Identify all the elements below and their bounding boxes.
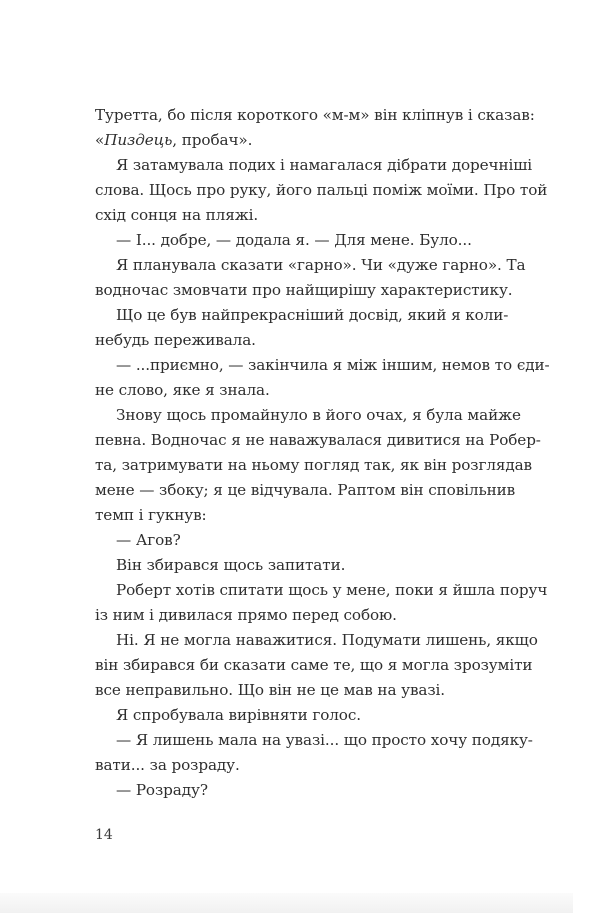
text-span: схід сонця на пляжі. xyxy=(95,206,259,224)
text-line xyxy=(95,778,508,803)
paragraph xyxy=(95,553,508,578)
text-span: Ні. Я не могла наважитися. Подумати лишень, якщо xyxy=(116,631,538,649)
text-span: Я затамувала подих і намагалася дібрати доречніші xyxy=(116,156,533,174)
text-line xyxy=(95,678,508,703)
text-span: слова. Щось про руку, його пальці поміж моїми. Про той xyxy=(95,181,548,199)
text-line xyxy=(95,203,508,228)
text-span: Він збирався щось запитати. xyxy=(116,556,346,574)
text-line xyxy=(95,378,508,403)
text-span: вати... за розраду. xyxy=(95,756,240,774)
text-line xyxy=(95,328,508,353)
text-span: Я спробувала вирівняти голос. xyxy=(116,706,361,724)
text-span: — ...приємно, — закінчила я між іншим, немов то єди- xyxy=(116,356,550,374)
text-line xyxy=(95,528,508,553)
text-line xyxy=(95,753,508,778)
paragraph xyxy=(95,628,538,703)
paragraph xyxy=(95,728,533,778)
paragraph xyxy=(95,578,548,628)
text-span: мене — збоку; я це відчувала. Раптом він сповільнив xyxy=(95,481,516,499)
text-line xyxy=(95,303,508,328)
text-span: небудь переживала. xyxy=(95,331,256,349)
paragraph xyxy=(95,778,508,803)
text-line xyxy=(95,603,508,628)
text-span: — Агов? xyxy=(116,531,181,549)
text-span: — Розраду? xyxy=(116,781,208,799)
text-line xyxy=(95,128,508,153)
paragraph xyxy=(95,703,508,728)
text-span: « xyxy=(95,131,105,149)
paragraph xyxy=(95,228,508,253)
text-span: та, затримувати на ньому погляд так, як він розглядав xyxy=(95,456,533,474)
text-line xyxy=(95,553,508,578)
text-span: Роберт хотів спитати щось у мене, поки я йшла поруч xyxy=(116,581,548,599)
text-line xyxy=(95,503,508,528)
paragraph xyxy=(95,253,526,303)
body-text xyxy=(95,103,550,803)
text-span: із ним і дивилася прямо перед собою. xyxy=(95,606,397,624)
text-span: все неправильно. Що він не це мав на увазі. xyxy=(95,681,446,699)
text-line xyxy=(95,478,516,503)
text-span: Знову щось промайнуло в його очах, я була майже xyxy=(116,406,521,424)
text-line xyxy=(95,153,533,178)
paragraph xyxy=(95,403,541,528)
text-line xyxy=(95,253,526,278)
text-span: Туретта, бо після короткого «м-м» він кліпнув і сказав: xyxy=(95,106,535,124)
text-span: Що це був найпрекрасніший досвід, який я коли- xyxy=(116,306,509,324)
italic-text: Пиздець xyxy=(104,131,173,149)
text-line xyxy=(95,453,533,478)
text-line xyxy=(95,103,535,128)
text-line xyxy=(95,353,550,378)
text-line xyxy=(95,403,521,428)
text-line xyxy=(95,278,513,303)
paragraph xyxy=(95,528,508,553)
text-span: Я планувала сказати «гарно». Чи «дуже гарно». Та xyxy=(116,256,526,274)
text-line xyxy=(95,178,548,203)
text-line xyxy=(95,653,533,678)
text-line xyxy=(95,578,548,603)
paragraph xyxy=(95,353,550,403)
text-span: , пробач». xyxy=(172,131,253,149)
text-span: не слово, яке я знала. xyxy=(95,381,270,399)
text-span: — Я лишень мала на увазі... що просто хочу подяку- xyxy=(116,731,533,749)
text-span: темп і гукнув: xyxy=(95,506,207,524)
text-line xyxy=(95,628,538,653)
text-span: він збирався би сказати саме те, що я могла зрозуміти xyxy=(95,656,533,674)
text-line xyxy=(95,728,533,753)
paragraph xyxy=(95,153,548,228)
text-line xyxy=(95,703,508,728)
text-line xyxy=(95,428,541,453)
paragraph xyxy=(95,303,508,353)
text-span: водночас змовчати про найщирішу характеристику. xyxy=(95,281,513,299)
text-span: певна. Водночас я не наважувалася дивитися на Робер- xyxy=(95,431,541,449)
text-line xyxy=(95,228,508,253)
page-number: 14 xyxy=(95,827,113,843)
page-bottom-shadow xyxy=(0,893,573,913)
text-span: — І... добре, — додала я. — Для мене. Було... xyxy=(116,231,472,249)
paragraph xyxy=(95,103,535,153)
